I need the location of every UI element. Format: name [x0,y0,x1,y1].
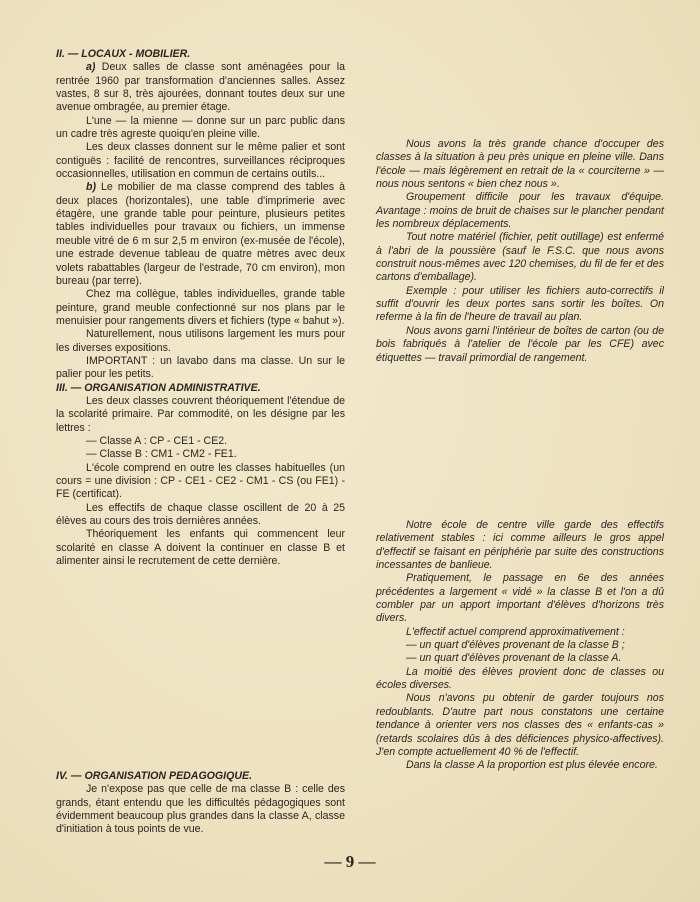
paragraph-text: — un quart d'élèves provenant de la classe A. [406,652,622,665]
paragraph-text: Groupement difficile pour les travaux d'équipe. Avantage : moins de bruit de chaises sur le plancher pendant les nombreux déplacements. [376,191,664,231]
paragraph-text: Nous avons garni l'intérieur de boîtes de carton (ou de bois fabriqués à l'atelier de l'école par les CFE) avec étiquettes — travail primordial de rangement. [376,324,664,364]
paragraph-text: L'école comprend en outre les classes habituelles (un cours = une division : CP - CE1 - CE2 - CM1 - CS (ou FE1) - FE (certificat). [56,461,345,501]
paragraph-text: Théoriquement les enfants qui commencent leur scolarité en classe A doivent la continuer en classe B et alimenter ainsi le recrutement de cette dernière. [56,528,345,568]
paragraph [376,666,664,693]
paragraph [56,435,345,448]
paragraph-text: — un quart d'élèves provenant de la classe B ; [406,639,625,652]
section-heading [56,382,345,395]
paragraph [376,626,664,639]
paragraph [56,141,345,181]
paragraph [376,639,664,652]
section-heading [56,48,345,61]
paragraph [376,652,664,665]
paragraph-text: L'effectif actuel comprend approximativement : [406,625,625,638]
paragraph-text: Je n'expose pas que celle de ma classe B : celle des grands, étant entendu que les difficultés pédagogiques sont évidemment beaucoup plus grandes dans la classe A, classe d'initiation à tous points de vue. [56,783,345,836]
paragraph-text: IV. — ORGANISATION PEDAGOGIQUE. [56,770,253,782]
paragraph [56,115,345,142]
paragraph-text: Les effectifs de chaque classe oscillent de 20 à 25 élèves au cours des trois dernières années. [56,501,345,528]
paragraph-text: Nous n'avons pu obtenir de garder toujours nos redoublants. D'autre part nous constatons une certaine tendance à orienter vers nos classes des « enfants-cas » (retards scolaires dûs à des déficiences physico-affectives). J'en compte actuellement 40 % de l'effectif. [376,692,664,758]
paragraph-text: Deux salles de classe sont aménagées pour la rentrée 1960 par transformation d'anciennes salles. Assez vastes, 8 sur 8, très ajourées, donnant toutes deux sur une avenue ombragée, au premier étage. [56,61,345,114]
paragraph [376,572,664,625]
paragraph [56,448,345,461]
paragraph-text: Nous avons la très grande chance d'occuper des classes à la situation à peu près unique en pleine ville. Dans l'école — mais légèrement en retrait de la « courciterne » — nous nous sentons « bien chez nous ». [376,138,664,191]
paragraph [376,191,664,231]
paragraph [56,61,345,114]
paragraph [376,759,664,772]
paragraph-text: Naturellement, nous utilisons largement les murs pour les diverses expositions. [56,328,345,354]
item-label: b) [86,181,96,194]
paragraph-text: L'une — la mienne — donne sur un parc public dans un cadre très agreste quoiqu'en pleine ville. [56,114,345,141]
paragraph-text: Les deux classes donnent sur le même palier et sont contiguës : facilité de rencontres, surveillances réciproques occasionnelles, utilisation en commun de certains outils... [56,141,345,181]
paragraph-text: Exemple : pour utiliser les fichiers auto-correctifs il suffit d'ouvrir les deux portes sans sortir les boîtes. On referme à la fin de l'heure de travail au plan. [376,284,664,324]
paragraph [376,325,664,365]
paragraph-text: III. — ORGANISATION ADMINISTRATIVE. [56,381,261,394]
paragraph-text: Notre école de centre ville garde des effectifs relativement stables : ici comme ailleurs le gros appel d'effectif se faisant en périphérie par suite des constructions incessantes de banlieue. [376,519,664,572]
right-column-bottom [376,519,664,773]
left-column-bottom [56,770,345,837]
paragraph [56,502,345,529]
paragraph-text: II. — LOCAUX - MOBILIER. [56,48,191,60]
paragraph [56,288,345,328]
paragraph-text: — Classe A : CP - CE1 - CE2. [86,434,228,447]
paragraph-text: Dans la classe A la proportion est plus élevée encore. [406,759,658,772]
paragraph [56,181,345,288]
left-column-top [56,48,345,568]
paragraph [56,462,345,502]
page-number: — 9 — [324,852,376,871]
paragraph [56,783,345,836]
paragraph-text: Tout notre matériel (fichier, petit outillage) est enfermé à l'abri de la poussière (sauf le F.S.C. que nous avons construit nous-mêmes avec 120 chemises, du fil de fer et des cartons d'emballage). [376,231,664,284]
paragraph-text: — Classe B : CM1 - CM2 - FE1. [86,448,237,461]
paragraph [56,328,345,355]
right-column-top [376,138,664,365]
paragraph-text: La moitié des élèves provient donc de classes ou écoles diverses. [376,665,664,692]
paragraph [56,395,345,435]
paragraph [376,138,664,191]
paragraph [56,528,345,568]
item-label: a) [86,61,96,74]
paragraph [376,692,664,759]
paragraph [376,231,664,284]
paragraph-text: IMPORTANT : un lavabo dans ma classe. Un sur le palier pour les petits. [56,354,345,381]
paragraph-text: Chez ma collègue, tables individuelles, grande table peinture, grand meuble confectionné sur nos plans par le menuisier pour rangements divers et fichiers (type « bahut »). [56,288,345,327]
paragraph [376,285,664,325]
paragraph [56,355,345,382]
section-heading [56,770,345,783]
paragraph-text: Pratiquement, le passage en 6e des années précédentes a largement « vidé » la classe B et l'on a dû combler par un apport important d'élèves d'horizons très divers. [376,572,664,625]
paragraph [376,519,664,572]
paragraph-text: Les deux classes couvrent théoriquement l'étendue de la scolarité primaire. Par commodité, on les désigne par les lettres : [56,394,345,434]
paragraph-text: Le mobilier de ma classe comprend des tables à deux places (horizontales), une table d'imprimerie avec étagère, une grande table pour peinture, plusieurs petites tables individuelles pour travaux ou fichiers, un immense meuble vitré de 6 m sur 2,5 m environ (ex-musée de l'école), une estrade devenue tableau de quatre mètres avec deux volets rabattables (largeur de l'estrade, 70 cm environ), mon bureau (par terre). [56,181,345,287]
